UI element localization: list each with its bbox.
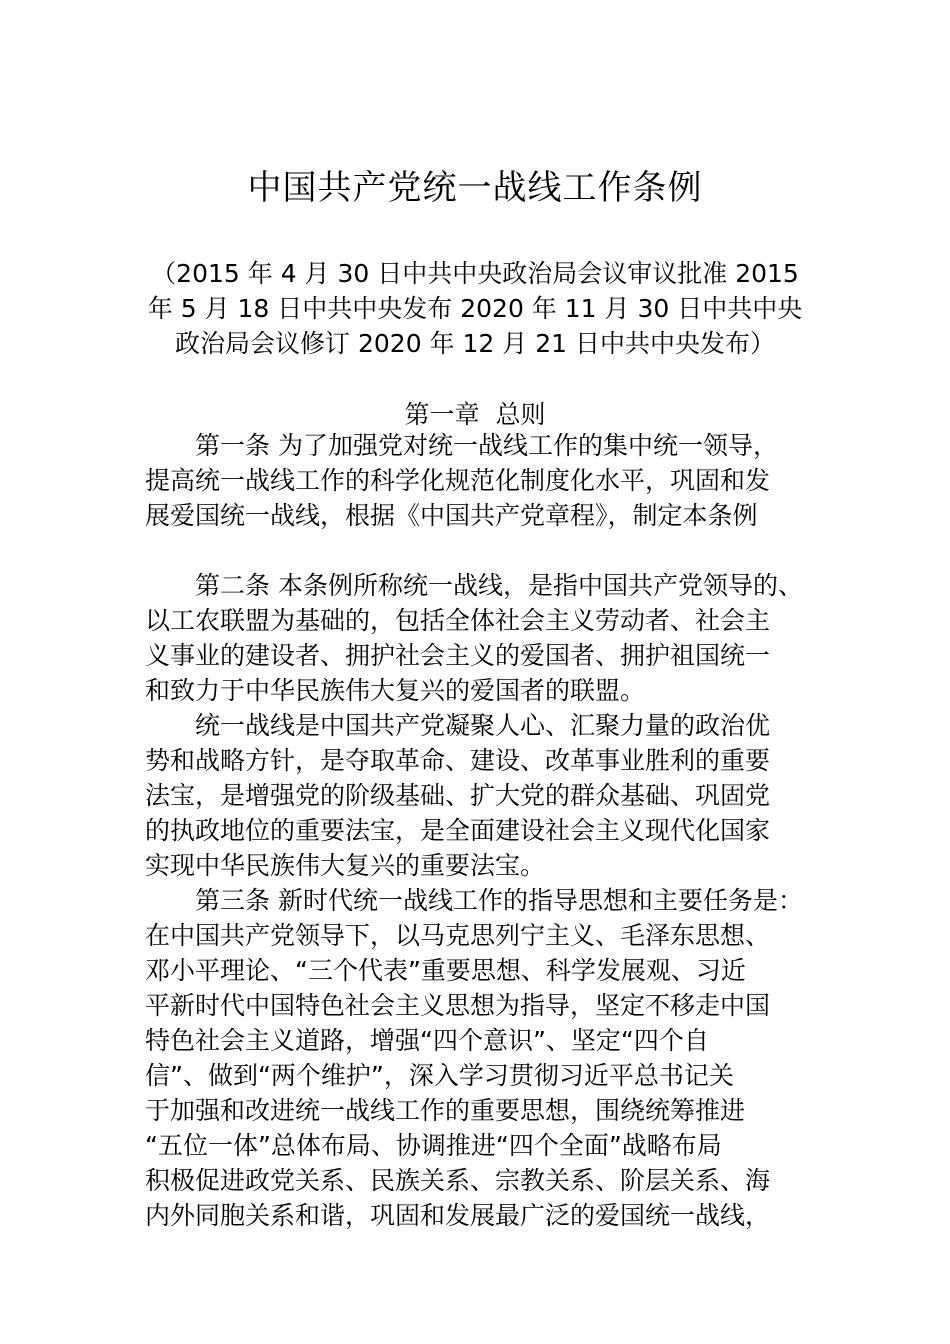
document-subtitle: [0, 256, 950, 361]
article-2-paragraph-line: 势和战略方针，是夺取革命、建设、改革事业胜利的重要: [145, 746, 771, 775]
blank-line: [145, 533, 845, 568]
article-2-line: 义事业的建设者、拥护社会主义的爱国者、拥护祖国统一: [145, 641, 771, 670]
article-3-line: 内外同胞关系和谐，巩固和发展最广泛的爱国统一战线，: [145, 1201, 771, 1230]
article-1-line: 展爱国统一战线，根据《中国共产党章程》，制定本条例: [145, 501, 758, 530]
article-3-line: 积极促进政党关系、民族关系、宗教关系、阶层关系、海: [145, 1166, 771, 1195]
article-1-line: 提高统一战线工作的科学化规范化制度化水平，巩固和发: [145, 466, 771, 495]
article-2-line: 第二条 本条例所称统一战线，是指中国共产党领导的、: [195, 571, 803, 600]
subtitle-line: （2015 年 4 月 30 日中共中央政治局会议审议批准 2015: [151, 259, 799, 288]
article-3-line: 于加强和改进统一战线工作的重要思想，围绕统筹推进: [145, 1096, 746, 1125]
article-3-line: 在中国共产党领导下，以马克思列宁主义、毛泽东思想、: [145, 921, 771, 950]
subtitle-line: 年 5 月 18 日中共中央发布 2020 年 11 月 30 日中共中央: [147, 294, 803, 323]
article-3-line: 邓小平理论、“三个代表”重要思想、科学发展观、习近: [145, 956, 746, 985]
article-2-line: 以工农联盟为基础的，包括全体社会主义劳动者、社会主: [145, 606, 771, 635]
article-2-paragraph-line: 法宝，是增强党的阶级基础、扩大党的群众基础、巩固党: [145, 781, 771, 810]
article-2-paragraph-line: 的执政地位的重要法宝，是全面建设社会主义现代化国家: [145, 816, 771, 845]
document-title: 中国共产党统一战线工作条例: [247, 168, 703, 208]
subtitle-line: 政治局会议修订 2020 年 12 月 21 日中共中央发布）: [175, 329, 775, 358]
article-2-paragraph-line: 统一战线是中国共产党凝聚人心、汇聚力量的政治优: [195, 711, 771, 740]
body-text: [145, 428, 845, 1233]
article-3-line: 第三条 新时代统一战线工作的指导思想和主要任务是：: [195, 886, 803, 915]
article-3-line: “五位一体”总体布局、协调推进“四个全面”战略布局: [145, 1131, 722, 1160]
article-2-line: 和致力于中华民族伟大复兴的爱国者的联盟。: [145, 676, 646, 705]
article-3-line: 特色社会主义道路，增强“四个意识”、坚定“四个自: [145, 1026, 709, 1055]
article-3-line: 平新时代中国特色社会主义思想为指导，坚定不移走中国: [145, 991, 771, 1020]
article-3-line: 信”、做到“两个维护”，深入学习贯彻习近平总书记关: [145, 1061, 734, 1090]
chapter-heading: 第一章 总则: [404, 400, 546, 429]
article-1-line: 第一条 为了加强党对统一战线工作的集中统一领导，: [195, 431, 778, 460]
article-2-paragraph-line: 实现中华民族伟大复兴的重要法宝。: [145, 851, 546, 880]
